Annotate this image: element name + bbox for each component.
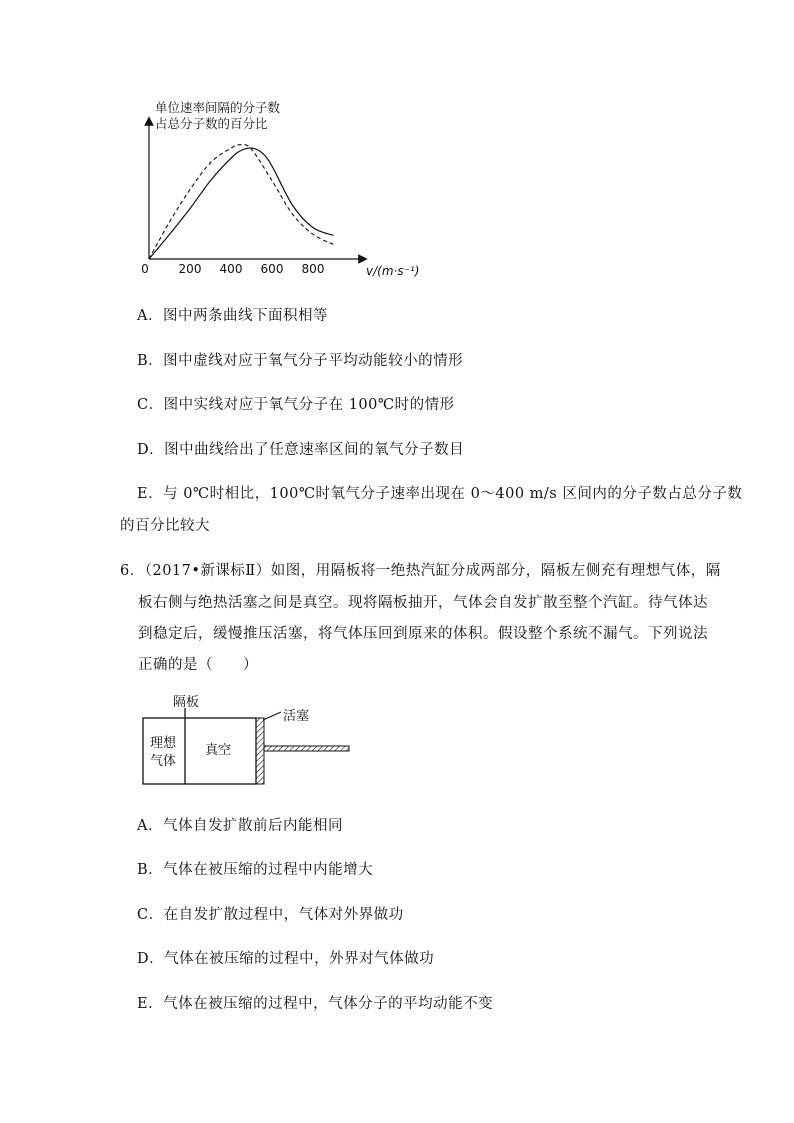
x-tick-label: 800 — [301, 262, 325, 276]
q6-option-e: E．气体在被压缩的过程中，气体分子的平均动能不变 — [137, 996, 494, 1012]
q5-option-b: B．图中虚线对应于氧气分子平均动能较小的情形 — [137, 353, 464, 369]
piston-label: 活塞 — [283, 709, 310, 724]
piston-rod — [264, 746, 349, 751]
q6-stem-line2: 板右侧与绝热活塞之间是真空。现将隔板抽开，气体会自发扩散至整个汽缸。待气体达 — [138, 595, 708, 611]
x-tick-label: 0 — [141, 262, 149, 276]
cylinder-body — [143, 718, 256, 784]
x-tick-label: 400 — [219, 262, 243, 276]
q5-option-d: D．图中曲线给出了任意速率区间的氧气分子数目 — [137, 442, 465, 458]
q6-option-c: C．在自发扩散过程中，气体对外界做功 — [137, 907, 404, 923]
x-tick-label: 200 — [178, 262, 202, 276]
q5-option-e-line2: 的百分比较大 — [120, 518, 210, 534]
q5-option-e-line1: E．与 0℃时相比，100℃时氧气分子速率出现在 0～400 m/s 区间内的分子数占总分子数 — [137, 486, 743, 502]
cylinder-diagram — [135, 690, 360, 790]
partition-label: 隔板 — [173, 695, 200, 710]
piston-label-leader — [263, 712, 281, 720]
q6-option-d: D．气体在被压缩的过程中，外界对气体做功 — [137, 951, 435, 967]
vacuum-label: 真空 — [205, 743, 232, 758]
x-tick-label: 600 — [260, 262, 284, 276]
dashed-curve — [149, 145, 334, 259]
piston — [256, 718, 264, 784]
q6-stem-line3: 到稳定后，缓慢推压活塞，将气体压回到原来的体积。假设整个系统不漏气。下列说法 — [138, 626, 708, 642]
gas-label-line2: 气体 — [150, 754, 177, 769]
q6-stem-line1: 6．（2017•新课标Ⅱ）如图，用隔板将一绝热汽缸分成两部分，隔板左侧充有理想气体，隔 — [120, 563, 721, 579]
y-axis-label-line2: 占总分子数的百分比 — [155, 116, 268, 131]
x-axis-label: v/(m·s⁻¹) — [366, 264, 420, 278]
q6-option-a: A．气体自发扩散前后内能相同 — [137, 818, 343, 834]
y-axis-label-line1: 单位速率间隔的分子数 — [155, 100, 281, 115]
q5-option-a: A．图中两条曲线下面积相等 — [137, 308, 328, 324]
speed-distribution-chart — [135, 95, 435, 285]
q6-stem-line4: 正确的是（ ） — [138, 657, 258, 673]
q5-option-c: C．图中实线对应于氧气分子在 100℃时的情形 — [137, 397, 455, 413]
solid-curve — [149, 148, 334, 259]
q6-option-b: B．气体在被压缩的过程中内能增大 — [137, 862, 374, 878]
gas-label-line1: 理想 — [150, 736, 177, 751]
